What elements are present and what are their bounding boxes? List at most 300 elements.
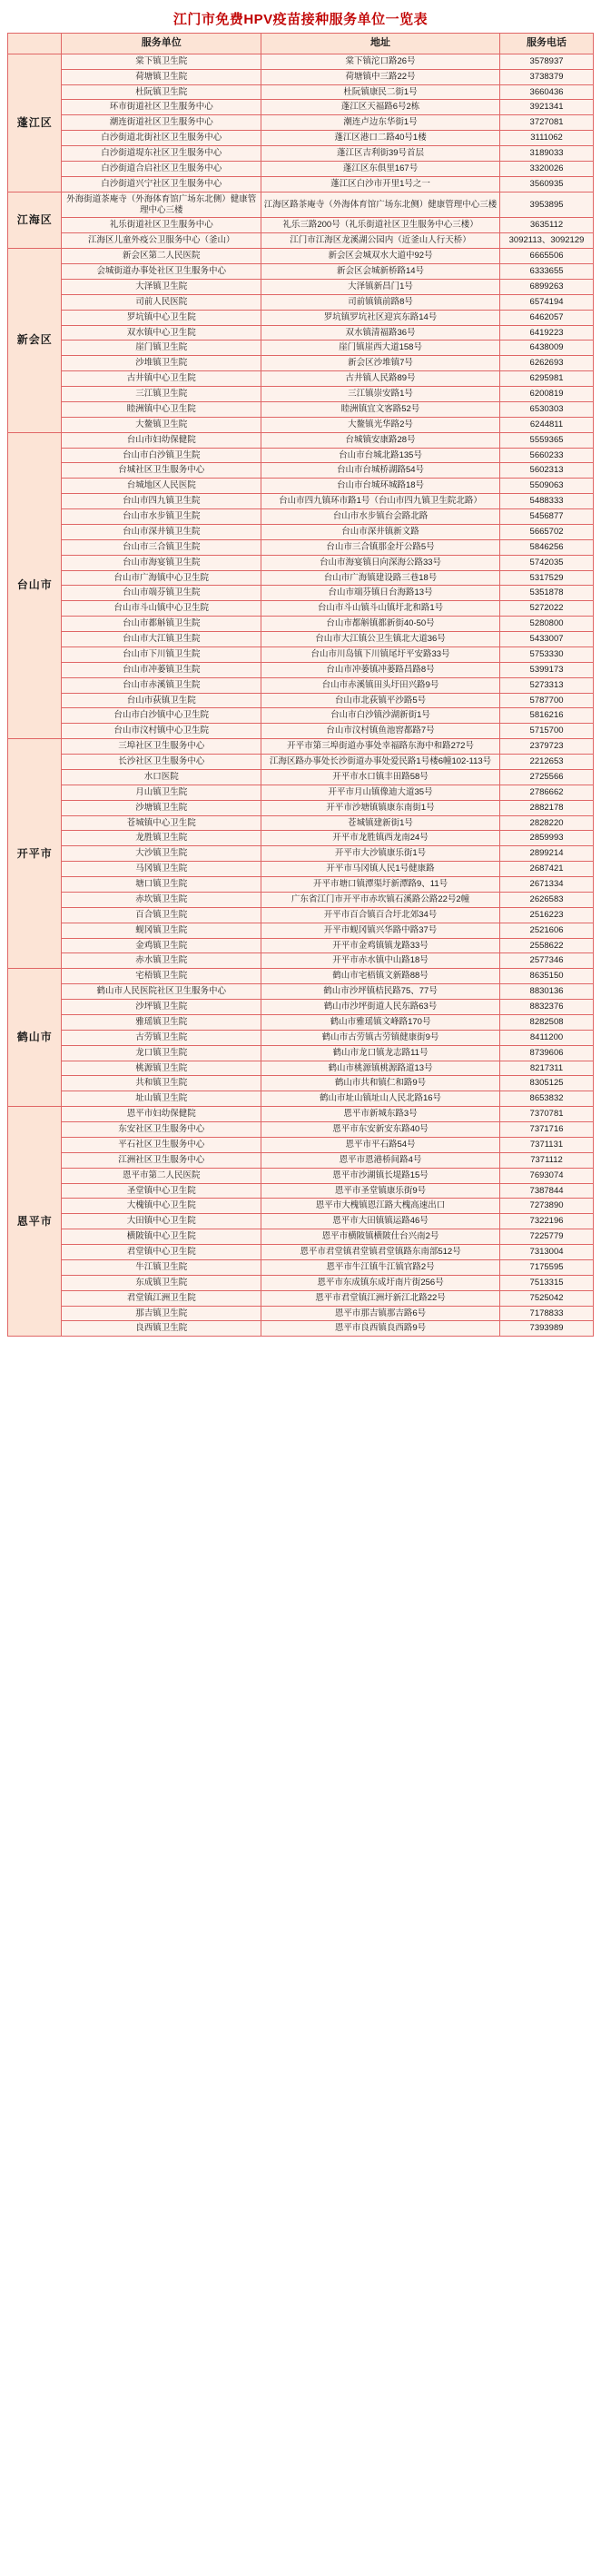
unit-cell: 台山市三合镇卫生院 [62,539,261,555]
table-row [8,84,594,100]
address-cell: 潮连卢边东华街1号 [261,115,500,131]
phone-cell: 7178833 [500,1306,594,1321]
address-cell: 大鳌镇光华路2号 [261,417,500,432]
unit-cell: 圣堂镇中心卫生院 [62,1183,261,1199]
table-row [8,846,594,862]
phone-cell: 8217311 [500,1061,594,1076]
unit-cell: 那吉镇卫生院 [62,1306,261,1321]
table-row [8,432,594,448]
phone-cell: 5816216 [500,708,594,724]
table-row [8,1321,594,1337]
table-row [8,923,594,938]
phone-cell: 2577346 [500,953,594,969]
unit-cell: 恩平市妇幼保健院 [62,1107,261,1122]
unit-cell: 外海街道茶庵寺（外海体育馆广场东北侧）健康管理中心三楼 [62,192,261,218]
phone-cell: 3320026 [500,161,594,176]
address-cell: 恩平市牛江镇牛江镇官路2号 [261,1259,500,1275]
phone-cell: 6530303 [500,401,594,417]
phone-cell: 2671334 [500,877,594,893]
unit-cell: 江洲社区卫生服务中心 [62,1152,261,1168]
address-cell: 开平市赤水镇中山路18号 [261,953,500,969]
address-cell: 台山市水步镇台会路北路 [261,509,500,525]
unit-cell: 东安社区卫生服务中心 [62,1122,261,1138]
phone-cell: 7387844 [500,1183,594,1199]
table-row [8,356,594,371]
address-cell: 恩平市大槐镇恩江路大槐高速出口 [261,1199,500,1214]
table-row [8,1168,594,1183]
address-cell: 恩平市君堂镇江洲圩新江北路22号 [261,1290,500,1306]
unit-cell: 平石社区卫生服务中心 [62,1137,261,1152]
address-cell: 台山市斗山镇斗山镇圩北和路1号 [261,601,500,617]
phone-cell: 5509063 [500,479,594,494]
unit-cell: 司前人民医院 [62,294,261,310]
address-cell: 蓬江区白沙市开里1号之一 [261,176,500,192]
phone-cell: 6333655 [500,264,594,280]
phone-cell: 2521606 [500,923,594,938]
phone-cell: 2687421 [500,862,594,877]
address-cell: 三江镇崇安路1号 [261,387,500,402]
phone-cell: 8411200 [500,1030,594,1045]
table-row [8,555,594,570]
address-cell: 台山市深井镇新文路 [261,524,500,539]
unit-cell: 台山市下川镇卫生院 [62,646,261,662]
region-cell: 鹤山市 [8,969,62,1107]
table-row [8,1107,594,1122]
address-cell: 蓬江区东俱里167号 [261,161,500,176]
address-cell: 鹤山市古劳镇古劳镇健康街9号 [261,1030,500,1045]
phone-cell: 8830136 [500,984,594,1000]
table-row [8,233,594,249]
unit-cell: 台山市白沙镇中心卫生院 [62,708,261,724]
table-row [8,953,594,969]
unit-cell: 双水镇中心卫生院 [62,325,261,341]
phone-cell: 5488333 [500,494,594,509]
phone-cell: 8739606 [500,1045,594,1061]
unit-cell: 台城地区人民医院 [62,479,261,494]
header-phone: 服务电话 [500,34,594,54]
phone-cell: 7525042 [500,1290,594,1306]
address-cell: 新会区会城新桥路14号 [261,264,500,280]
unit-cell: 白沙街道堤东社区卫生服务中心 [62,146,261,162]
table-row [8,371,594,387]
phone-cell: 8832376 [500,1000,594,1015]
address-cell: 古井镇人民路89号 [261,371,500,387]
phone-cell: 5273313 [500,677,594,693]
address-cell: 台山市赤溪镇田头圩田兴路9号 [261,677,500,693]
table-row [8,176,594,192]
address-cell: 开平市水口镇丰田路58号 [261,769,500,785]
table-row [8,1091,594,1107]
unit-cell: 三埠社区卫生服务中心 [62,739,261,755]
table-row [8,739,594,755]
region-cell: 开平市 [8,739,62,969]
unit-cell: 棠下镇卫生院 [62,54,261,69]
address-cell: 台山市四九镇环市路1号（台山市四九镇卫生院北路） [261,494,500,509]
phone-cell: 3560935 [500,176,594,192]
table-row [8,279,594,294]
unit-cell: 大田镇中心卫生院 [62,1214,261,1229]
table-row [8,907,594,923]
header-unit: 服务单位 [62,34,261,54]
address-cell: 崖门镇崖西大道158号 [261,341,500,356]
phone-cell: 6462057 [500,310,594,325]
phone-cell: 3660436 [500,84,594,100]
table-row [8,831,594,846]
table-row [8,387,594,402]
table-row [8,938,594,953]
phone-cell: 3738379 [500,69,594,84]
unit-cell: 古井镇中心卫生院 [62,371,261,387]
address-cell: 江门市江海区龙溪湖公园内（近釜山人行天桥） [261,233,500,249]
table-row [8,494,594,509]
address-cell: 新会区沙堆镇7号 [261,356,500,371]
table-row [8,192,594,218]
phone-cell: 3635112 [500,218,594,233]
phone-cell: 3189033 [500,146,594,162]
unit-cell: 共和镇卫生院 [62,1076,261,1091]
table-row [8,617,594,632]
table-row [8,448,594,463]
table-row [8,249,594,264]
phone-cell: 3727081 [500,115,594,131]
unit-cell: 大槐镇中心卫生院 [62,1199,261,1214]
hpv-vaccination-table [7,33,594,1337]
table-header [8,34,594,54]
table-row [8,509,594,525]
address-cell: 开平市马冈镇人民1号健康路 [261,862,500,877]
table-row [8,785,594,800]
address-cell: 鹤山市雅瑶镇文峰路170号 [261,1014,500,1030]
unit-cell: 潮连街道社区卫生服务中心 [62,115,261,131]
phone-cell: 2786662 [500,785,594,800]
unit-cell: 台山市四九镇卫生院 [62,494,261,509]
table-row [8,677,594,693]
region-cell: 恩平市 [8,1107,62,1337]
phone-cell: 3111062 [500,131,594,146]
phone-cell: 7371131 [500,1137,594,1152]
unit-cell: 君堂镇中心卫生院 [62,1245,261,1260]
address-cell: 台山市大江镇公卫生镇北大道36号 [261,632,500,647]
address-cell: 开平市第三埠街道办事处幸福路东海中和路272号 [261,739,500,755]
address-cell: 大泽镇新昌门1号 [261,279,500,294]
address-cell: 鹤山市桃源镇桃源路道13号 [261,1061,500,1076]
address-cell: 台山市北荻镇平沙路5号 [261,693,500,708]
address-cell: 江海区路办事处长沙街道办事处爱民路1号楼6幢102-113号 [261,755,500,770]
address-cell: 棠下镇沱口路26号 [261,54,500,69]
phone-cell: 3921341 [500,100,594,115]
unit-cell: 环市街道社区卫生服务中心 [62,100,261,115]
address-cell: 鹤山市沙坪街道人民东路63号 [261,1000,500,1015]
unit-cell: 台山市荻镇卫生院 [62,693,261,708]
table-row [8,570,594,586]
phone-cell: 2725566 [500,769,594,785]
unit-cell: 横陂镇中心卫生院 [62,1229,261,1245]
phone-cell: 5753330 [500,646,594,662]
address-cell: 鹤山市址山镇址山人民北路16号 [261,1091,500,1107]
address-cell: 恩平市圣堂镇康乐街9号 [261,1183,500,1199]
table-row [8,131,594,146]
table-row [8,294,594,310]
unit-cell: 杜阮镇卫生院 [62,84,261,100]
table-row [8,862,594,877]
unit-cell: 大沙镇卫生院 [62,846,261,862]
header-region [8,34,62,54]
phone-cell: 2516223 [500,907,594,923]
address-cell: 恩平市良西镇良西路9号 [261,1321,500,1337]
unit-cell: 罗坑镇中心卫生院 [62,310,261,325]
address-cell: 台山市台城北路135号 [261,448,500,463]
table-row [8,1306,594,1321]
unit-cell: 桃源镇卫生院 [62,1061,261,1076]
address-cell: 台山市冲蒌镇冲蒌路昌路8号 [261,662,500,677]
table-row [8,1014,594,1030]
region-cell: 新会区 [8,249,62,433]
address-cell: 开平市蚬冈镇兴华路中路37号 [261,923,500,938]
address-cell: 台山市广海镇建设路三巷18号 [261,570,500,586]
phone-cell: 8305125 [500,1076,594,1091]
phone-cell: 6438009 [500,341,594,356]
phone-cell: 2212653 [500,755,594,770]
address-cell: 台山市白沙镇沙湖新街1号 [261,708,500,724]
table-row [8,264,594,280]
address-cell: 司前镇镇前路8号 [261,294,500,310]
table-row [8,1199,594,1214]
phone-cell: 3953895 [500,192,594,218]
phone-cell: 5351878 [500,586,594,601]
unit-cell: 蚬冈镇卫生院 [62,923,261,938]
phone-cell: 2626583 [500,892,594,907]
unit-cell: 台山市赤溪镇卫生院 [62,677,261,693]
address-cell: 睦洲镇宜文客路52号 [261,401,500,417]
address-cell: 新会区会城双水大道中92号 [261,249,500,264]
phone-cell: 6244811 [500,417,594,432]
table-row [8,1183,594,1199]
address-cell: 荷塘镇中三路22号 [261,69,500,84]
address-cell: 恩平市东成镇东成圩南片街256号 [261,1275,500,1290]
address-cell: 恩平市横陂镇横陂仕台兴南2号 [261,1229,500,1245]
address-cell: 蓬江区港口二路40号1楼 [261,131,500,146]
address-cell: 双水镇清福路36号 [261,325,500,341]
phone-cell: 8282508 [500,1014,594,1030]
unit-cell: 台山市广海镇中心卫生院 [62,570,261,586]
address-cell: 恩平市恩港桥间路4号 [261,1152,500,1168]
unit-cell: 古劳镇卫生院 [62,1030,261,1045]
phone-cell: 7371112 [500,1152,594,1168]
unit-cell: 三江镇卫生院 [62,387,261,402]
address-cell: 广东省江门市开平市赤坎镇石溪路公路22号2幢 [261,892,500,907]
unit-cell: 水口医院 [62,769,261,785]
phone-cell: 5433007 [500,632,594,647]
unit-cell: 百合镇卫生院 [62,907,261,923]
unit-cell: 台山市水步镇卫生院 [62,509,261,525]
address-cell: 开平市金鸡镇镇龙路33号 [261,938,500,953]
address-cell: 开平市龙胜镇西龙南24号 [261,831,500,846]
phone-cell: 6295981 [500,371,594,387]
address-cell: 开平市月山镇像迪大道35号 [261,785,500,800]
unit-cell: 崖门镇卫生院 [62,341,261,356]
unit-cell: 月山镇卫生院 [62,785,261,800]
unit-cell: 宅梧镇卫生院 [62,969,261,984]
table-row [8,693,594,708]
phone-cell: 6899263 [500,279,594,294]
table-row [8,708,594,724]
table-row [8,1245,594,1260]
unit-cell: 恩平市第二人民医院 [62,1168,261,1183]
unit-cell: 台山市冲蒌镇卫生院 [62,662,261,677]
address-cell: 苍城镇建新街1号 [261,815,500,831]
phone-cell: 7513315 [500,1275,594,1290]
table-row [8,218,594,233]
phone-cell: 7273890 [500,1199,594,1214]
table-row [8,1137,594,1152]
unit-cell: 沙塘镇卫生院 [62,800,261,815]
address-cell: 蓬江区天福路6号2栋 [261,100,500,115]
address-cell: 台山市都斛镇都新街40-50号 [261,617,500,632]
table-row [8,463,594,479]
unit-cell: 白沙街道兴宁社区卫生服务中心 [62,176,261,192]
unit-cell: 白沙街道合启社区卫生服务中心 [62,161,261,176]
phone-cell: 2899214 [500,846,594,862]
unit-cell: 鹤山市人民医院社区卫生服务中心 [62,984,261,1000]
unit-cell: 台山市白沙镇卫生院 [62,448,261,463]
table-row [8,325,594,341]
phone-cell: 3092113、3092129 [500,233,594,249]
unit-cell: 赤坎镇卫生院 [62,892,261,907]
phone-cell: 5665702 [500,524,594,539]
address-cell: 台山市三合镇那金圩公路5号 [261,539,500,555]
unit-cell: 赤水镇卫生院 [62,953,261,969]
table-row [8,1214,594,1229]
table-row [8,69,594,84]
table-row [8,1045,594,1061]
address-cell: 台山市汶村镇鱼池窖都路7号 [261,724,500,739]
table-row [8,1076,594,1091]
phone-cell: 6419223 [500,325,594,341]
unit-cell: 白沙街道北街社区卫生服务中心 [62,131,261,146]
address-cell: 恩平市平石路54号 [261,1137,500,1152]
table-row [8,341,594,356]
address-cell: 蓬江区吉利街39号首层 [261,146,500,162]
address-cell: 恩平市新城东路3号 [261,1107,500,1122]
unit-cell: 长沙社区卫生服务中心 [62,755,261,770]
table-row [8,646,594,662]
phone-cell: 2828220 [500,815,594,831]
address-cell: 鹤山市共和镇仁和路9号 [261,1076,500,1091]
unit-cell: 龙口镇卫生院 [62,1045,261,1061]
table-row [8,1152,594,1168]
table-row [8,1000,594,1015]
unit-cell: 江海区儿童外疫公卫服务中心（釜山） [62,233,261,249]
unit-cell: 台城社区卫生服务中心 [62,463,261,479]
table-row [8,115,594,131]
phone-cell: 5559365 [500,432,594,448]
phone-cell: 5787700 [500,693,594,708]
unit-cell: 台山市大江镇卫生院 [62,632,261,647]
unit-cell: 雅瑶镇卫生院 [62,1014,261,1030]
region-cell: 台山市 [8,432,62,739]
address-cell: 开平市大沙镇康乐街1号 [261,846,500,862]
phone-cell: 5456877 [500,509,594,525]
address-cell: 台山市海宴镇日向深海公路33号 [261,555,500,570]
unit-cell: 龙胜镇卫生院 [62,831,261,846]
address-cell: 台山市台城环城路18号 [261,479,500,494]
table-row [8,479,594,494]
table-row [8,54,594,69]
unit-cell: 台山市汶村镇中心卫生院 [62,724,261,739]
table-row [8,586,594,601]
address-cell: 罗坑镇罗坑社区迎宾东路14号 [261,310,500,325]
phone-cell: 2558622 [500,938,594,953]
table-row [8,601,594,617]
table-row [8,755,594,770]
table-row [8,724,594,739]
address-cell: 鹤山市龙口镇龙志路11号 [261,1045,500,1061]
unit-cell: 址山镇卫生院 [62,1091,261,1107]
table-row [8,632,594,647]
table-row [8,401,594,417]
address-cell: 礼乐三路200号（礼乐街道社区卫生服务中心三楼） [261,218,500,233]
phone-cell: 7393989 [500,1321,594,1337]
address-cell: 台城镇安康路28号 [261,432,500,448]
phone-cell: 7322196 [500,1214,594,1229]
unit-cell: 牛江镇卫生院 [62,1259,261,1275]
phone-cell: 7313004 [500,1245,594,1260]
phone-cell: 5317529 [500,570,594,586]
phone-cell: 5660233 [500,448,594,463]
table-row [8,146,594,162]
unit-cell: 台山市端芬镇卫生院 [62,586,261,601]
header-address: 地址 [261,34,500,54]
unit-cell: 大鳌镇卫生院 [62,417,261,432]
phone-cell: 8653832 [500,1091,594,1107]
phone-cell: 5846256 [500,539,594,555]
table-row [8,417,594,432]
table-row [8,100,594,115]
address-cell: 恩平市君堂镇君堂镇君堂镇路东南部512号 [261,1245,500,1260]
table-row [8,539,594,555]
table-row [8,310,594,325]
table-row [8,1259,594,1275]
table-row [8,1229,594,1245]
unit-cell: 金鸡镇卫生院 [62,938,261,953]
phone-cell: 6262693 [500,356,594,371]
phone-cell: 5399173 [500,662,594,677]
phone-cell: 5602313 [500,463,594,479]
table-row [8,769,594,785]
address-cell: 杜阮镇康民二街1号 [261,84,500,100]
table-row [8,877,594,893]
table-row [8,1275,594,1290]
address-cell: 鹤山市宅梧镇文新路88号 [261,969,500,984]
unit-cell: 台山市斗山镇中心卫生院 [62,601,261,617]
phone-cell: 5742035 [500,555,594,570]
table-row [8,984,594,1000]
address-cell: 恩平市那吉镇那吉路6号 [261,1306,500,1321]
phone-cell: 5715700 [500,724,594,739]
header-row [8,34,594,54]
unit-cell: 东成镇卫生院 [62,1275,261,1290]
unit-cell: 沙坪镇卫生院 [62,1000,261,1015]
unit-cell: 台山市深井镇卫生院 [62,524,261,539]
phone-cell: 6574194 [500,294,594,310]
phone-cell: 5280800 [500,617,594,632]
unit-cell: 沙堆镇卫生院 [62,356,261,371]
table-row [8,1122,594,1138]
unit-cell: 台山市海宴镇卫生院 [62,555,261,570]
unit-cell: 荷塘镇卫生院 [62,69,261,84]
unit-cell: 君堂镇江洲卫生院 [62,1290,261,1306]
unit-cell: 新会区第二人民医院 [62,249,261,264]
